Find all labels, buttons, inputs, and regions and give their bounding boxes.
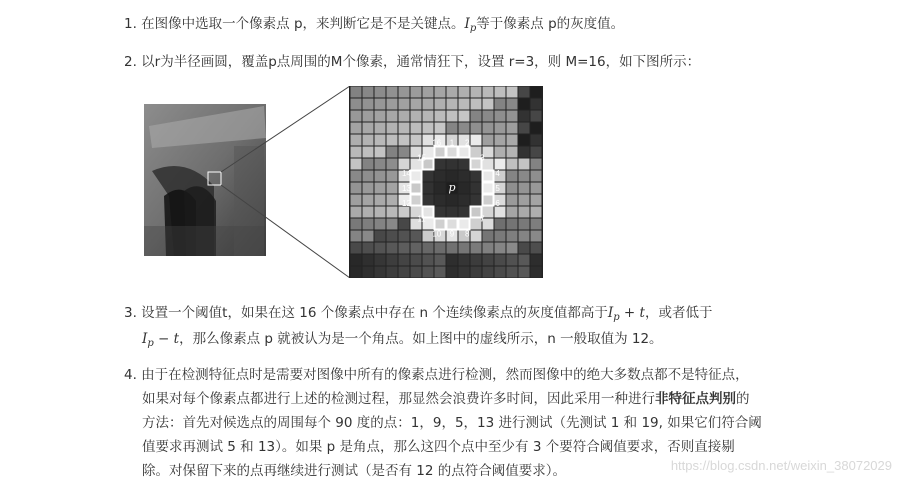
pixel-cell: [399, 267, 410, 278]
pixel-cell: [495, 87, 506, 98]
pixel-cell: [531, 219, 542, 230]
pixel-cell: [423, 243, 434, 254]
pixel-cell: [531, 111, 542, 122]
item-4-line-5: [142, 459, 566, 479]
pixel-cell: [507, 243, 518, 254]
pixel-cell: [351, 147, 362, 158]
pixel-cell: [375, 171, 386, 182]
pixel-cell: [459, 195, 470, 206]
pixel-cell: [447, 219, 458, 230]
pixel-cell: [483, 87, 494, 98]
pixel-cell: [411, 267, 422, 278]
pixel-cell: [399, 87, 410, 98]
circle-label-16: 16: [432, 138, 442, 148]
pixel-cell: [435, 207, 446, 218]
pixel-cell: [459, 267, 470, 278]
pixel-cell: [507, 87, 518, 98]
pixel-cell: [387, 219, 398, 230]
pixel-cell: [519, 183, 530, 194]
pixel-cell: [399, 111, 410, 122]
pixel-cell: [531, 267, 542, 278]
pixel-cell: [363, 147, 374, 158]
pixel-cell: [471, 195, 482, 206]
item-4-text-1: 4. 由于在检测特征点时是需要对图像中所有的像素点进行检测，然而图像中的绝大多数点都不是特征点，: [124, 367, 749, 383]
center-pixel-label: p: [448, 181, 456, 194]
pixel-cell: [363, 87, 374, 98]
pixel-cell: [471, 99, 482, 110]
pixel-cell: [447, 87, 458, 98]
pixel-cell: [351, 99, 362, 110]
circle-label-10: 10: [432, 229, 442, 239]
pixel-cell: [435, 195, 446, 206]
pixel-cell: [363, 243, 374, 254]
item-4-text-5: 除。对保留下来的点再继续进行测试（是否有 12 的点符合阈值要求）。: [142, 463, 567, 479]
pixel-cell: [495, 147, 506, 158]
pixel-cell: [375, 147, 386, 158]
fast-corner-figure: [144, 86, 544, 278]
pixel-cell: [435, 255, 446, 266]
circle-label-9: 9: [449, 229, 455, 239]
pixel-cell: [531, 123, 542, 134]
pixel-cell: [447, 255, 458, 266]
pixel-cell: [435, 243, 446, 254]
pixel-cell: [435, 219, 446, 230]
pixel-cell: [363, 195, 374, 206]
pixel-grid: [349, 86, 543, 278]
pixel-cell: [519, 195, 530, 206]
pixel-cell: [471, 183, 482, 194]
pixel-cell: [483, 111, 494, 122]
circle-label-15: 15: [417, 153, 427, 163]
pixel-cell: [471, 231, 482, 242]
circle-label-13: 13: [401, 184, 411, 193]
pixel-cell: [363, 99, 374, 110]
pixel-cell: [423, 195, 434, 206]
pixel-cell: [519, 135, 530, 146]
pixel-cell: [411, 171, 422, 182]
pixel-cell: [435, 147, 446, 158]
item-2-text: 2. 以r为半径画圆，覆盖p点周围的M个像素，通常情狂下，设置 r=3，则 M=16，如下图所示：: [124, 54, 701, 70]
pixel-cell: [447, 207, 458, 218]
pixel-cell: [531, 171, 542, 182]
item-1-suffix: 等于像素点 p的灰度值。: [476, 16, 625, 32]
watermark: https://blog.csdn.net/weixin_38072029: [670, 458, 892, 473]
pixel-cell: [423, 171, 434, 182]
pixel-cell: [495, 243, 506, 254]
item-3-line-2-text: ，那么像素点 p 就被认为是一个角点。如上图中的虚线所示，n 一般取值为 12。: [179, 331, 663, 347]
pixel-cell: [507, 123, 518, 134]
pixel-cell: [399, 231, 410, 242]
pixel-cell: [507, 255, 518, 266]
pixel-cell: [507, 231, 518, 242]
pixel-cell: [387, 135, 398, 146]
pixel-cell: [363, 231, 374, 242]
pixel-cell: [531, 87, 542, 98]
pixel-cell: [531, 243, 542, 254]
pixel-cell: [447, 267, 458, 278]
pixel-cell: [375, 255, 386, 266]
pixel-cell: [459, 243, 470, 254]
pixel-cell: [351, 183, 362, 194]
pixel-cell: [387, 123, 398, 134]
pixel-cell: [351, 195, 362, 206]
pixel-cell: [387, 183, 398, 194]
item-4-text-2: 如果对每个像素点都进行上述的检测过程，那显然会浪费许多时间，因此采用一种进行: [142, 391, 655, 407]
pixel-cell: [435, 171, 446, 182]
pixel-cell: [423, 111, 434, 122]
pixel-cell: [495, 135, 506, 146]
pixel-cell: [387, 111, 398, 122]
pixel-cell: [471, 111, 482, 122]
pixel-cell: [459, 123, 470, 134]
item-4-text-3: 方法：首先对候选点的周围每个 90 度的点：1，9，5，13 进行测试（先测试 1 和 19, 如果它们符合阈: [142, 415, 762, 431]
pixel-cell: [519, 255, 530, 266]
pixel-cell: [459, 171, 470, 182]
pixel-cell: [531, 99, 542, 110]
pixel-cell: [399, 99, 410, 110]
pixel-cell: [459, 207, 470, 218]
pixel-cell: [387, 159, 398, 170]
pixel-cell: [423, 267, 434, 278]
pixel-cell: [435, 267, 446, 278]
pixel-cell: [447, 111, 458, 122]
pixel-cell: [495, 99, 506, 110]
pixel-cell: [399, 243, 410, 254]
pixel-cell: [531, 231, 542, 242]
pixel-cell: [411, 195, 422, 206]
pixel-cell: [507, 195, 518, 206]
pixel-cell: [495, 255, 506, 266]
pixel-cell: [507, 159, 518, 170]
pixel-cell: [459, 159, 470, 170]
pixel-cell: [363, 207, 374, 218]
pixel-cell: [351, 267, 362, 278]
pixel-cell: [351, 219, 362, 230]
pixel-cell: [507, 135, 518, 146]
pixel-cell: [459, 99, 470, 110]
pixel-cell: [411, 111, 422, 122]
pixel-cell: [351, 135, 362, 146]
pixel-cell: [519, 99, 530, 110]
pixel-cell: [507, 219, 518, 230]
pixel-cell: [399, 219, 410, 230]
pixel-cell: [459, 255, 470, 266]
pixel-cell: [519, 111, 530, 122]
pixel-cell: [447, 195, 458, 206]
pixel-cell: [471, 171, 482, 182]
pixel-cell: [387, 231, 398, 242]
pixel-cell: [471, 123, 482, 134]
pixel-cell: [435, 159, 446, 170]
circle-label-6: 6: [495, 199, 500, 209]
item-3-text-suffix: ，或者低于: [644, 305, 713, 321]
pixel-cell: [483, 171, 494, 182]
pixel-cell: [375, 267, 386, 278]
item-3-text: 3. 设置一个阈值t，如果在这 16 个像素点中存在 n 个连续像素点的灰度值都高于: [124, 305, 608, 321]
pixel-cell: [447, 171, 458, 182]
pixel-cell: [507, 171, 518, 182]
pixel-cell: [483, 195, 494, 206]
item-4-line-1: [124, 363, 749, 383]
pixel-cell: [519, 243, 530, 254]
pixel-cell: [519, 219, 530, 230]
pixel-cell: [495, 123, 506, 134]
pixel-cell: [531, 255, 542, 266]
pixel-cell: [447, 159, 458, 170]
item-4-bold: 非特征点判别: [655, 391, 736, 407]
pixel-cell: [387, 147, 398, 158]
pixel-cell: [495, 219, 506, 230]
pixel-cell: [351, 171, 362, 182]
pixel-cell: [519, 231, 530, 242]
pixel-cell: [507, 207, 518, 218]
pixel-cell: [411, 183, 422, 194]
pixel-cell: [435, 123, 446, 134]
pixel-cell: [387, 87, 398, 98]
pixel-cell: [483, 123, 494, 134]
pixel-cell: [483, 243, 494, 254]
pixel-cell: [471, 255, 482, 266]
item-3-line-2: [142, 327, 663, 347]
pixel-cell: [363, 171, 374, 182]
circle-label-14: 14: [401, 168, 411, 178]
pixel-cell: [363, 255, 374, 266]
pixel-cell: [387, 99, 398, 110]
pixel-cell: [375, 135, 386, 146]
pixel-cell: [423, 87, 434, 98]
pixel-cell: [459, 147, 470, 158]
pixel-cell: [375, 243, 386, 254]
pixel-cell: [507, 183, 518, 194]
pixel-cell: [375, 87, 386, 98]
pixel-cell: [363, 183, 374, 194]
pixel-cell: [519, 87, 530, 98]
pixel-cell: [531, 195, 542, 206]
ip-plus-t: $I_p + t$: [607, 305, 645, 323]
circle-label-1: 1: [449, 138, 455, 148]
pixel-cell: [363, 219, 374, 230]
pixel-cell: [483, 267, 494, 278]
pixel-cell: [435, 87, 446, 98]
pixel-cell: [471, 135, 482, 146]
pixel-cell: [435, 183, 446, 194]
pixel-cell: [423, 123, 434, 134]
item-4-text-4: 值要求再测试 5 和 13）。如果 p 是角点，那么这四个点中至少有 3 个要符合阈值要求，否则直接剔: [142, 439, 735, 455]
pixel-cell: [375, 183, 386, 194]
pixel-cell: [507, 147, 518, 158]
pixel-cell: [531, 147, 542, 158]
pixel-cell: [363, 135, 374, 146]
pixel-cell: [435, 111, 446, 122]
pixel-cell: [483, 255, 494, 266]
pixel-cell: [531, 207, 542, 218]
pixel-cell: [459, 183, 470, 194]
pixel-cell: [531, 159, 542, 170]
pixel-cell: [459, 87, 470, 98]
pixel-cell: [483, 231, 494, 242]
pixel-cell: [423, 99, 434, 110]
pixel-cell: [495, 267, 506, 278]
pixel-cell: [411, 87, 422, 98]
pixel-cell: [363, 123, 374, 134]
circle-label-2: 2: [464, 138, 470, 148]
pixel-cell: [495, 111, 506, 122]
pixel-cell: [423, 255, 434, 266]
pixel-cell: [483, 135, 494, 146]
pixel-cell: [351, 207, 362, 218]
pixel-cell: [531, 183, 542, 194]
pixel-cell: [411, 135, 422, 146]
pixel-cell: [507, 267, 518, 278]
pixel-cell: [375, 111, 386, 122]
pixel-cell: [411, 231, 422, 242]
pixel-cell: [507, 99, 518, 110]
pixel-cell: [387, 207, 398, 218]
pixel-cell: [351, 87, 362, 98]
pixel-cell: [471, 267, 482, 278]
pixel-cell: [387, 255, 398, 266]
pixel-cell: [519, 207, 530, 218]
pixel-cell: [519, 267, 530, 278]
pixel-cell: [483, 183, 494, 194]
pixel-cell: [423, 183, 434, 194]
pixel-cell: [399, 123, 410, 134]
pixel-cell: [459, 111, 470, 122]
pixel-cell: [375, 219, 386, 230]
circle-label-11: 11: [417, 214, 426, 224]
pixel-cell: [363, 111, 374, 122]
item-4-line-4: [142, 435, 735, 455]
item-1: [124, 12, 624, 32]
pixel-cell: [375, 207, 386, 218]
pixel-cell: [435, 99, 446, 110]
pixel-cell: [507, 111, 518, 122]
circle-label-4: 4: [495, 168, 500, 178]
pixel-cell: [375, 195, 386, 206]
pixel-cell: [351, 243, 362, 254]
pixel-cell: [363, 159, 374, 170]
pixel-cell: [483, 99, 494, 110]
pixel-cell: [399, 255, 410, 266]
item-2: [124, 50, 700, 70]
pixel-cell: [363, 267, 374, 278]
circle-label-8: 8: [464, 229, 470, 239]
pixel-cell: [411, 99, 422, 110]
circle-label-12: 12: [401, 199, 411, 209]
ip-symbol: $I_p$: [464, 16, 477, 34]
circle-label-5: 5: [495, 184, 500, 193]
pixel-cell: [447, 123, 458, 134]
pixel-cell: [399, 147, 410, 158]
pixel-cell: [351, 159, 362, 170]
pixel-cell: [471, 87, 482, 98]
item-4-line-2: [142, 387, 750, 407]
circle-label-3: 3: [480, 153, 485, 163]
pixel-cell: [519, 147, 530, 158]
pixel-cell: [519, 123, 530, 134]
pixel-cell: [375, 123, 386, 134]
pixel-cell: [411, 243, 422, 254]
item-4-text-2-suffix: 的: [736, 391, 750, 407]
pixel-cell: [471, 243, 482, 254]
pixel-cell: [351, 123, 362, 134]
pixel-cell: [387, 171, 398, 182]
pixel-cell: [375, 99, 386, 110]
pixel-cell: [399, 135, 410, 146]
pixel-cell: [351, 111, 362, 122]
pixel-cell: [531, 135, 542, 146]
pixel-cell: [351, 231, 362, 242]
pixel-cell: [351, 255, 362, 266]
item-3-line-1: [124, 301, 712, 321]
item-4-line-3: [142, 411, 762, 431]
pixel-cell: [375, 159, 386, 170]
pixel-cell: [519, 159, 530, 170]
pixel-cell: [387, 267, 398, 278]
pixel-cell: [519, 171, 530, 182]
pixel-cell: [411, 255, 422, 266]
pixel-cell: [387, 243, 398, 254]
pixel-cell: [411, 123, 422, 134]
pixel-cell: [495, 231, 506, 242]
pixel-cell: [387, 195, 398, 206]
pixel-cell: [375, 231, 386, 242]
pixel-cell: [447, 147, 458, 158]
ip-minus-t: $I_p - t$: [142, 331, 180, 349]
circle-label-7: 7: [480, 214, 485, 224]
pixel-cell: [459, 219, 470, 230]
pixel-cell: [447, 243, 458, 254]
building-photo: [144, 104, 266, 256]
item-1-text: 1. 在图像中选取一个像素点 p，来判断它是不是关键点。: [124, 16, 465, 32]
pixel-cell: [447, 99, 458, 110]
